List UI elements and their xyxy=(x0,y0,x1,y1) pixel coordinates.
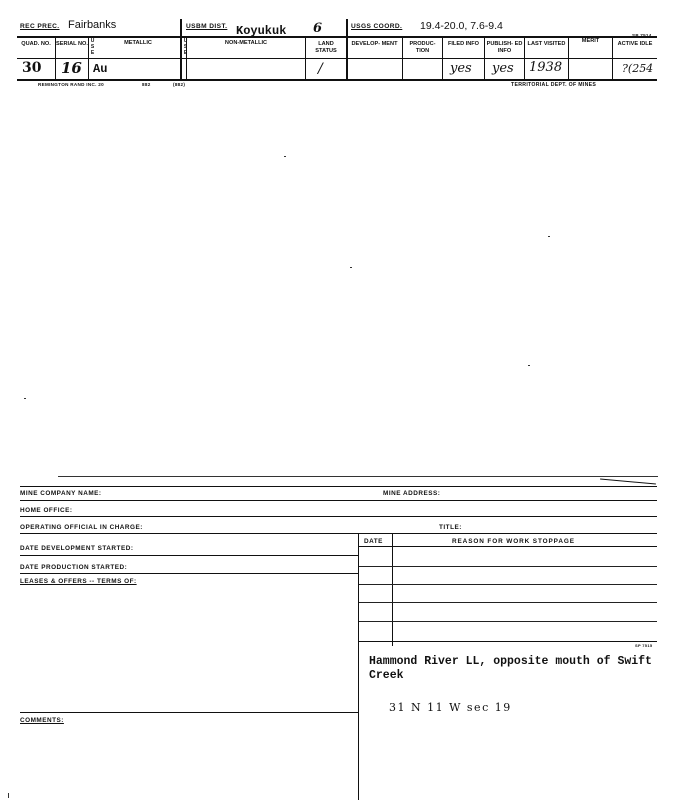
form-number-top: SP 7514 xyxy=(632,33,652,38)
col-published-info: PUBLISH- ED INFO xyxy=(486,41,523,54)
record-serial-no: 16 xyxy=(61,59,82,77)
mine-address-label: MINE ADDRESS: xyxy=(383,490,441,497)
mine-company-name-label: MINE COMPANY NAME: xyxy=(20,490,102,497)
usbm-dist-value: Koyukuk xyxy=(236,24,287,38)
record-last-visited: 1938 xyxy=(529,60,563,75)
col-filed-info: FILED INFO xyxy=(447,41,480,47)
record-land-status: / xyxy=(318,61,323,77)
col-development: DEVELOP- MENT xyxy=(351,41,398,47)
col-quad-no: QUAD. NO. xyxy=(21,41,51,47)
comments-label: COMMENTS: xyxy=(20,717,64,724)
rec-prec-label: REC PREC. xyxy=(20,23,60,30)
reason-work-stoppage-label: REASON FOR WORK STOPPAGE xyxy=(452,538,575,545)
col-land-status: LAND STATUS xyxy=(315,41,337,54)
col-metallic: METALLIC xyxy=(124,40,152,46)
operating-official-label: OPERATING OFFICIAL IN CHARGE: xyxy=(20,524,143,531)
date-column-label: DATE xyxy=(364,538,383,545)
col-use-marker: U S E xyxy=(90,38,95,56)
date-production-started-label: DATE PRODUCTION STARTED: xyxy=(20,564,128,571)
col-serial-no: SERIAL NO. xyxy=(56,41,88,47)
usbm-dist-number: 6 xyxy=(313,21,323,36)
location-township-range-section: 31 N 11 W sec 19 xyxy=(389,701,512,714)
record-active-idle: ?(254 xyxy=(622,62,654,75)
usgs-coord-label: USGS COORD. xyxy=(351,23,403,30)
record-published-info: yes xyxy=(492,61,514,76)
record-quad-no: 30 xyxy=(22,60,42,76)
printer-code-2: (882) xyxy=(173,82,186,87)
date-development-started-label: DATE DEVELOPMENT STARTED: xyxy=(20,545,134,552)
record-filed-info: yes xyxy=(450,61,472,76)
title-label: TITLE: xyxy=(439,524,462,531)
col-last-visited: LAST VISITED xyxy=(527,41,566,47)
col-use-marker-2: U S E xyxy=(183,38,188,56)
usbm-dist-label: USBM DIST. xyxy=(186,23,228,30)
col-active-idle: ACTIVE IDLE xyxy=(617,41,653,47)
col-non-metallic: NON-METALLIC xyxy=(224,40,268,46)
location-description-line-2: Creek xyxy=(369,669,404,682)
printer-code: 882 xyxy=(142,82,151,87)
form-number-bottom: SP 7515 xyxy=(635,643,653,648)
printer-imprint: REMINGTON RAND INC. 20 xyxy=(38,82,104,87)
location-description-line-1: Hammond River LL, opposite mouth of Swift xyxy=(369,655,652,668)
record-metallic: Au xyxy=(93,62,108,76)
usgs-coord-value: 19.4-20.0, 7.6-9.4 xyxy=(420,20,503,32)
rec-prec-value: Fairbanks xyxy=(68,19,117,31)
col-merit: MERIT xyxy=(581,38,600,44)
home-office-label: HOME OFFICE: xyxy=(20,507,73,514)
leases-offers-label: LEASES & OFFERS -- TERMS OF: xyxy=(20,578,137,585)
department-imprint: TERRITORIAL DEPT. OF MINES xyxy=(511,82,597,88)
col-production: PRODUC- TION xyxy=(409,41,436,54)
